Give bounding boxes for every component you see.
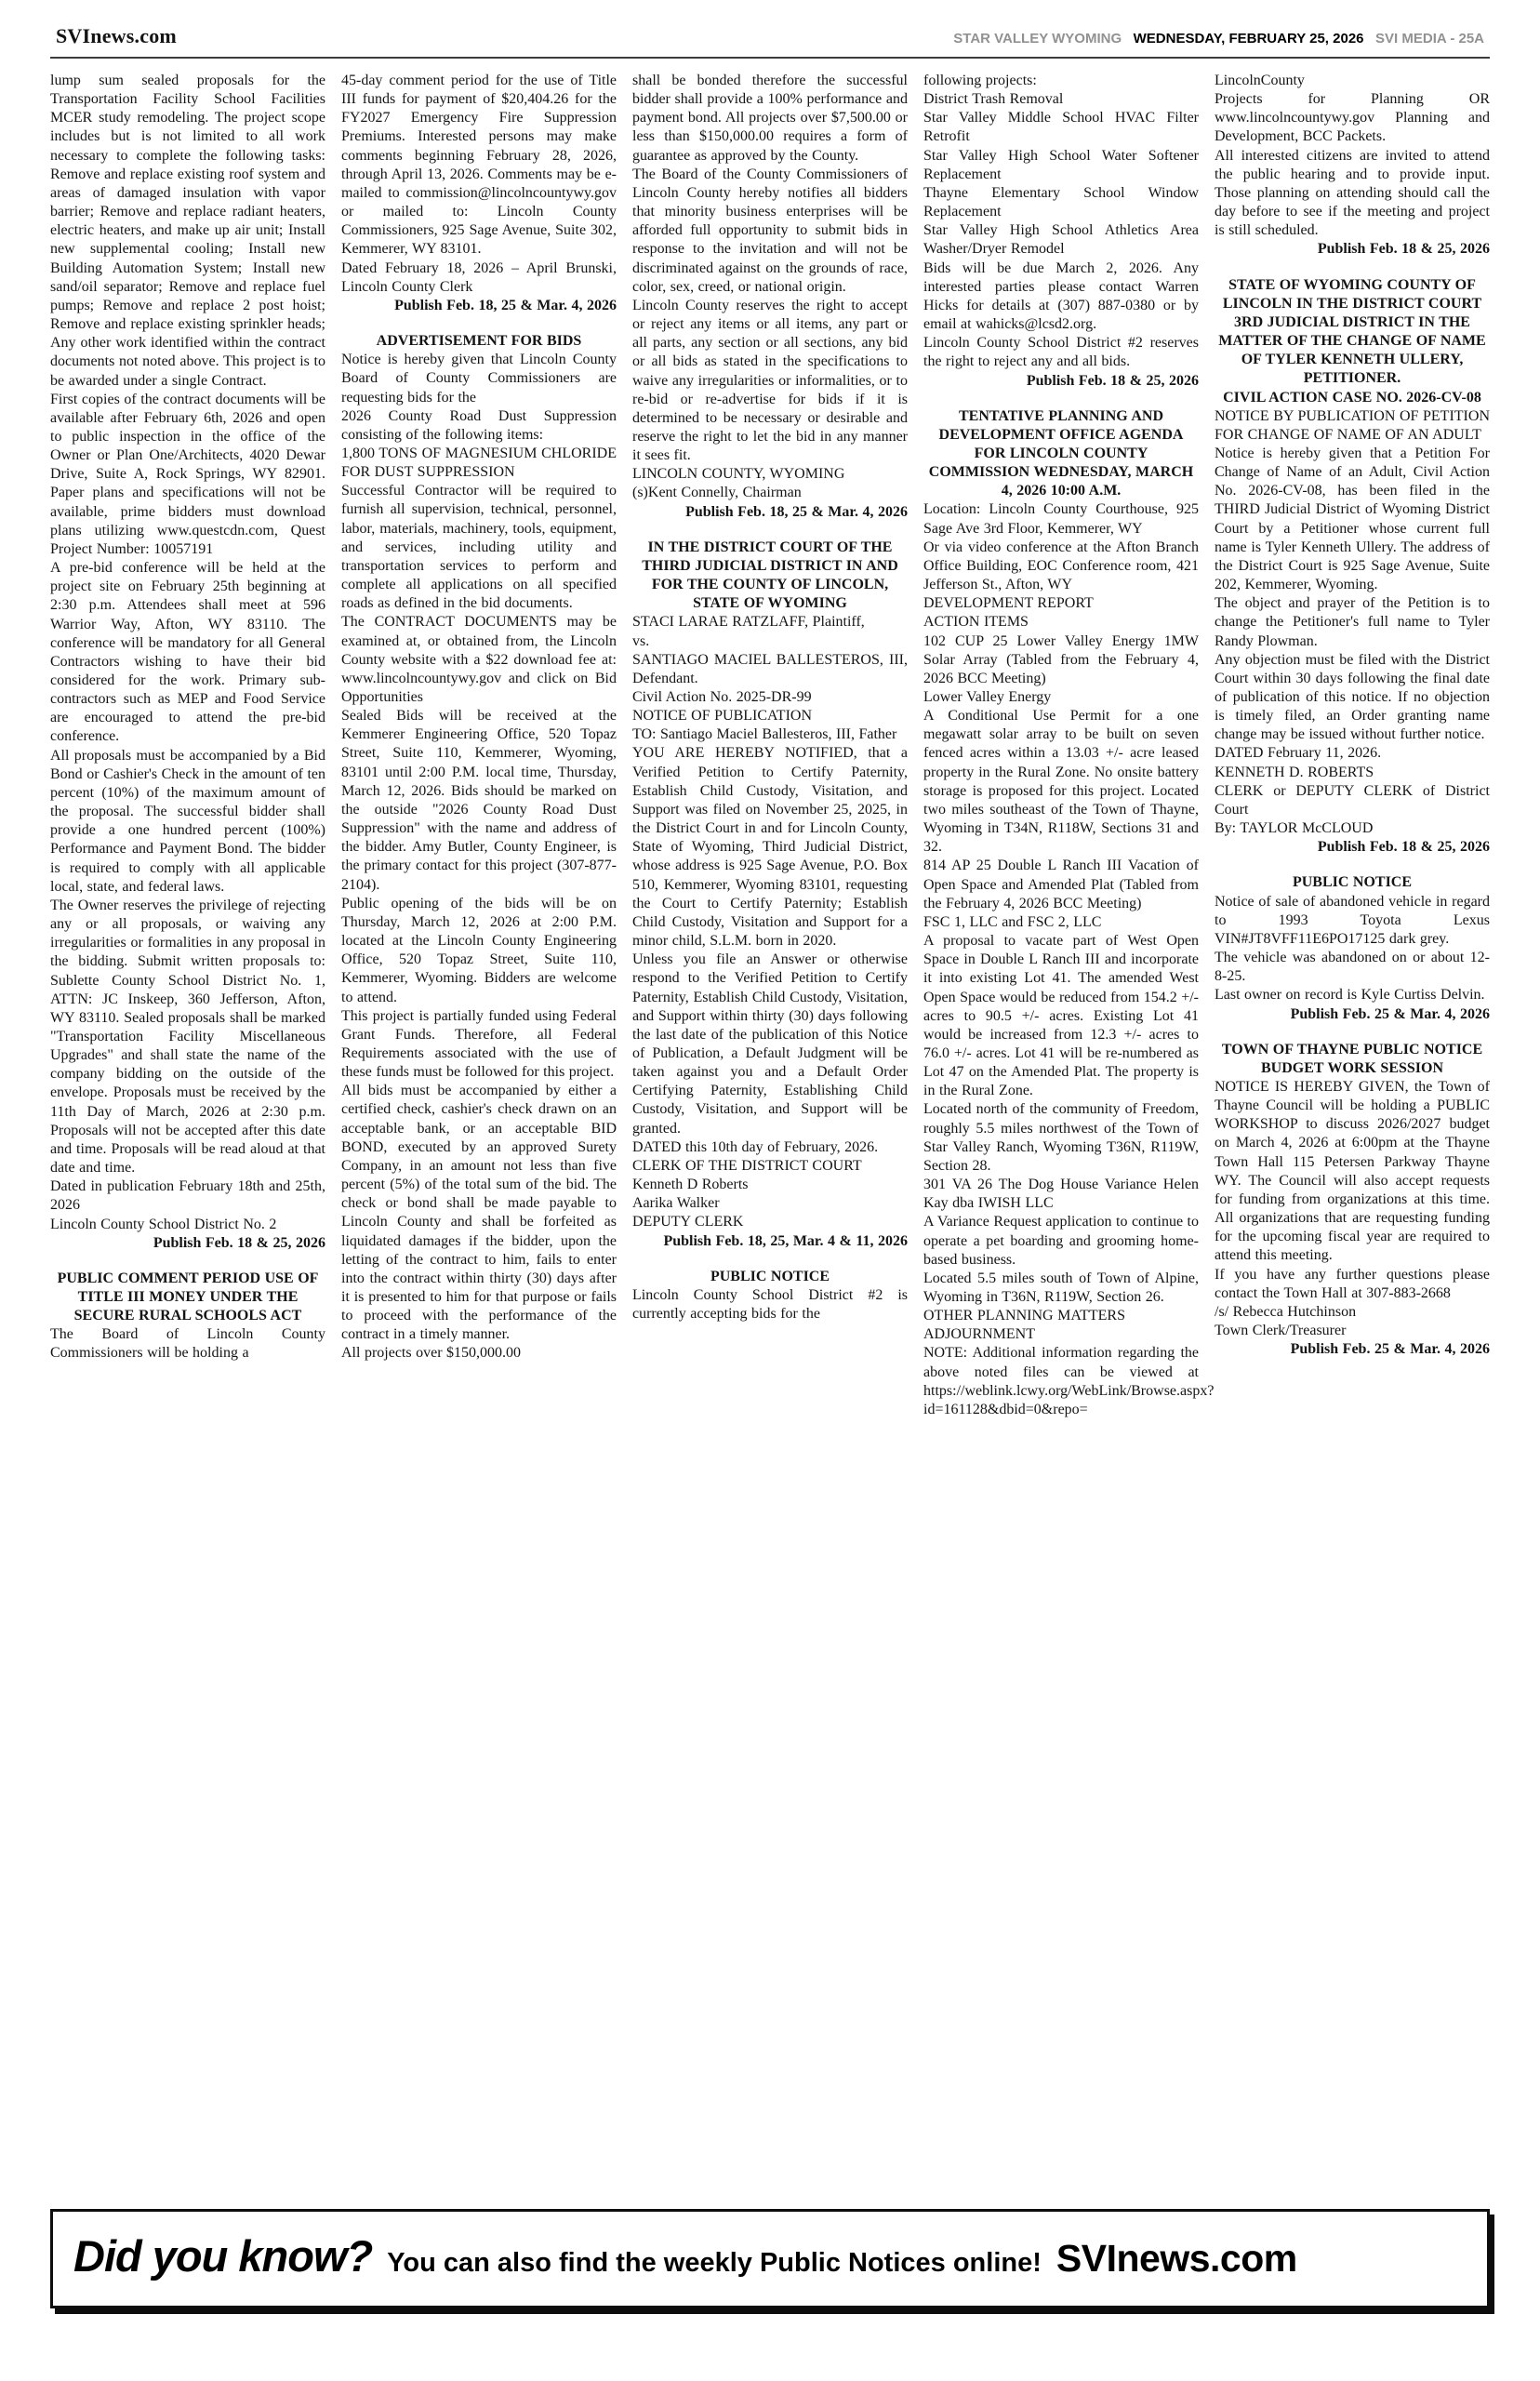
notice-paragraph: DATED this 10th day of February, 2026.	[632, 1138, 879, 1155]
publish-line: Publish Feb. 18 & 25, 2026	[1026, 372, 1199, 389]
notice-heading: TOWN OF THAYNE PUBLIC NOTICE BUDGET WORK SESSION	[1221, 1041, 1483, 1076]
notice-paragraph: First copies of the contract documents will be available after February 6th, 2026 and open to public inspection in the office of the Owner or Plan One/Architects, 4020 Dewar Drive, Suite A, Rock Springs, WY 82901. Paper plans and specifications will not be available, prime bidders must download plans utilizing www.questcdn.com, Quest Project Number: 10057191	[50, 391, 325, 557]
notice-paragraph: following projects:	[923, 73, 1037, 88]
publish-line: Publish Feb. 18, 25 & Mar. 4, 2026	[394, 297, 617, 313]
notice-paragraph: ADJOURNMENT	[923, 1326, 1035, 1343]
banner-lead-text: Did you know?	[73, 2231, 373, 2281]
masthead-dateline	[953, 31, 1484, 47]
notice-paragraph: Public opening of the bids will be on Thursday, March 12, 2026 at 2:00 P.M. located at the Lincoln County Engineering Office, 520 Topaz Street, Suite 110, Kemmerer, Wyoming. Bidders are welcome to attend.	[341, 895, 617, 1005]
notice-paragraph: 102 CUP 25 Lower Valley Energy 1MW Solar Array (Tabled from the February 4, 2026 BCC Meeting)	[923, 632, 1199, 686]
notice-paragraph: All projects over $150,000.00	[341, 1345, 522, 1362]
notice-paragraph: DEPUTY CLERK	[632, 1214, 744, 1230]
notice-paragraph: The Board of the County Commissioners of Lincoln County hereby notifies all bidders that minority business enterprises will be afforded full opportunity to submit bids in response to the invitation and will not be discriminated against on the grounds of race, color, sex, creed, or national origin.	[632, 166, 908, 295]
notice-paragraph: Lower Valley Energy	[923, 689, 1052, 705]
publish-line: Publish Feb. 18, 25, Mar. 4 & 11, 2026	[663, 1232, 908, 1249]
notice-paragraph: Successful Contractor will be required to furnish all supervision, technical, personnel, labor, materials, machinery, tools, equipment, and services, including utility and transportation services to perform and complete all applications on all specified roads as defined in the bid documents.	[341, 483, 617, 612]
notice-paragraph: If you have any further questions please contact the Town Hall at 307-883-2668	[1215, 1266, 1490, 1301]
notice-heading: STATE OF WYOMING COUNTY OF LINCOLN IN THE DISTRICT COURT 3RD JUDICIAL DISTRICT IN THE MATTER OF THE CHANGE OF NAME OF TYLER KENNETH ULLERY, PETITIONER.	[1218, 276, 1486, 387]
notice-paragraph: STACI LARAE RATZLAFF, Plaintiff,	[632, 614, 865, 631]
notice-heading: TENTATIVE PLANNING AND DEVELOPMENT OFFICE AGENDA FOR LINCOLN COUNTY COMMISSION WEDNESDAY, MARCH 4, 2026 10:00 A.M.	[928, 407, 1194, 499]
notice-column-1	[50, 72, 325, 2159]
notice-paragraph: All interested citizens are invited to attend the public hearing and to provide input. Those planning on attending should call the day before to see if the meeting and project is still scheduled.	[1215, 147, 1490, 239]
notice-paragraph: Sealed Bids will be received at the Kemmerer Engineering Office, 520 Topaz Street, Suite 110, Kemmerer, Wyoming, 83101 until 2:00 P.M. local time, Thursday, March 12, 2026. Bids should be marked on the outside "2026 County Road Dust Suppression" with the name and address of the bidder. Amy Butler, County Engineer, is the primary contact for this project (307-877-2104).	[341, 708, 617, 893]
publish-line: Publish Feb. 25 & Mar. 4, 2026	[1290, 1005, 1490, 1022]
notice-paragraph: All bids must be accompanied by either a certified check, cashier's check drawn on an acceptable bank, or an acceptable BID BOND, executed by an approved Surety Company, in an amount not less than five percent (5%) of the total sum of the bid. The check or bond shall be made payable to Lincoln County and shall be forfeited as liquidated damages if the bidder, upon the letting of the contract to him, fails to enter into the contract within thirty (30) days after it is presented to him for that purpose or fails to proceed with the performance of the contract in a timely manner.	[341, 1083, 617, 1343]
notice-paragraph: NOTICE OF PUBLICATION	[632, 708, 812, 725]
notice-paragraph: Lincoln County School District #2 is currently accepting bids for the	[632, 1286, 908, 1322]
masthead-location: STAR VALLEY WYOMING	[953, 31, 1122, 47]
notice-paragraph: Star Valley High School Water Softener Replacement	[923, 147, 1199, 182]
notice-paragraph: SANTIAGO MACIEL BALLESTEROS, III, Defendant.	[632, 651, 908, 686]
notice-paragraph: A Variance Request application to continue to operate a pet boarding and grooming home-based business.	[923, 1214, 1199, 1268]
notice-paragraph: Located north of the community of Freedom, roughly 5.5 miles northwest of the Town of Star Valley Ranch, Wyoming T36N, R119W, Section 28.	[923, 1101, 1199, 1174]
notice-paragraph: All proposals must be accompanied by a Bid Bond or Cashier's Check in the amount of ten percent (10%) of the maximum amount of the proposal. The successful bidder shall provide a one hundred percent (100%) Performance and Payment Bond. The bidder is required to comply with all applicable local, state, and federal laws.	[50, 747, 325, 895]
notice-paragraph: 301 VA 26 The Dog House Variance Helen Kay dba IWISH LLC	[923, 1177, 1199, 1212]
notice-paragraph: NOTICE BY PUBLICATION OF PETITION FOR CHANGE OF NAME OF AN ADULT	[1215, 407, 1490, 443]
notice-paragraph: ACTION ITEMS	[923, 614, 1029, 631]
notice-paragraph: Location: Lincoln County Courthouse, 925 Sage Ave 3rd Floor, Kemmerer, WY	[923, 501, 1199, 537]
notice-paragraph: The CONTRACT DOCUMENTS may be examined at, or obtained from, the Lincoln County website with a $22 download fee at: www.lincolncountywy.gov and click on Bid Opportunities	[341, 614, 617, 705]
notice-heading: CIVIL ACTION CASE NO. 2026-CV-08	[1223, 389, 1481, 406]
notice-paragraph: The object and prayer of the Petition is to change the Petitioner's full name to Tyler Randy Plowman.	[1215, 595, 1490, 649]
notice-paragraph: Notice of sale of abandoned vehicle in regard to 1993 Toyota Lexus VIN#JT8VFF11E6PO17125 dark grey.	[1215, 893, 1490, 947]
notice-columns	[50, 72, 1490, 2159]
notice-paragraph: The Board of Lincoln County Commissioners will be holding a	[50, 1326, 325, 1362]
notice-paragraph: Star Valley High School Athletics Area Washer/Dryer Remodel	[923, 222, 1199, 258]
notice-paragraph: 2026 County Road Dust Suppression consisting of the following items:	[341, 407, 617, 443]
notice-paragraph: Any objection must be filed with the District Court within 30 days following the final date of publication of this notice. If no objection is timely filed, an Order granting name change may be issued without further notice.	[1215, 651, 1490, 743]
masthead-date: WEDNESDAY, FEBRUARY 25, 2026	[1133, 31, 1364, 47]
masthead-rule	[50, 57, 1490, 59]
notice-paragraph: OTHER PLANNING MATTERS	[923, 1308, 1125, 1324]
notice-paragraph: Dated February 18, 2026 – April Brunski, Lincoln County Clerk	[341, 259, 617, 295]
notice-paragraph: Kenneth D Roberts	[632, 1177, 749, 1193]
notice-paragraph: TO: Santiago Maciel Ballesteros, III, Father	[632, 726, 897, 743]
masthead-site-name: SVInews.com	[56, 24, 177, 47]
notice-paragraph: Bids will be due March 2, 2026. Any interested parties please contact Warren Hicks for details at (307) 887-0380 or by email at wahicks@lcsd2.org.	[923, 259, 1199, 333]
notice-paragraph: Aarika Walker	[632, 1195, 720, 1212]
notice-paragraph: 1,800 TONS OF MAGNESIUM CHLORIDE FOR DUST SUPPRESSION	[341, 445, 617, 481]
notice-paragraph: 45-day comment period for the use of Title III funds for payment of $20,404.26 for the FY2027 Emergency Fire Suppression Premiums. Interested persons may make comments beginning February 28, 2026, through April 13, 2026. Comments may be e-mailed to commission@lincolncountywy.gov or mailed to: Lincoln County Commissioners, 925 Sage Avenue, Suite 302, Kemmerer, WY 83101.	[341, 73, 617, 258]
notice-paragraph: CLERK OF THE DISTRICT COURT	[632, 1157, 862, 1174]
publish-line: Publish Feb. 18, 25 & Mar. 4, 2026	[685, 503, 908, 520]
notice-paragraph: Lincoln County reserves the right to accept or reject any items or all items, any part or all parts, any section or all sections, any bid or all bids as stated in the specifications to waive any irregularities or informalities, or to re-bid or re-advertise for bids if it is determined to be necessary or desirable and reserve the right to let the bid in any manner it sees fit.	[632, 297, 908, 464]
masthead	[50, 24, 1490, 57]
banner-message-text: You can also find the weekly Public Notices online!	[387, 2248, 1042, 2278]
notice-paragraph: A proposal to vacate part of West Open Space in Double L Ranch III and incorporate it into existing Lot 41. The amended West Open Space would be reduced from 154.2 +/- acres to 90.5 +/- acres. Existing Lot 41 would be increased from 12.3 +/- acres to 76.0 +/- acres. Lot 41 will be re-numbered as Lot 47 on the Amended Plat. The property is in the Rural Zone.	[923, 933, 1199, 1099]
masthead-edition: SVI MEDIA - 25A	[1375, 31, 1484, 47]
notice-paragraph: vs.	[632, 632, 650, 649]
notice-paragraph: LincolnCounty	[1215, 73, 1305, 88]
notice-paragraph: NOTE: Additional information regarding the above noted files can be viewed at https://weblink.lcwy.org/WebLink/Browse.aspx?id=161128&dbid=0&repo=	[923, 1345, 1215, 1417]
notice-paragraph: By: TAYLOR McCLOUD	[1215, 820, 1374, 837]
notice-column-5	[1215, 72, 1490, 2159]
notice-paragraph: Star Valley Middle School HVAC Filter Retrofit	[923, 110, 1199, 145]
publish-line: Publish Feb. 18 & 25, 2026	[1317, 241, 1490, 258]
notice-paragraph: 814 AP 25 Double L Ranch III Vacation of Open Space and Amended Plat (Tabled from the February 4, 2026 BCC Meeting)	[923, 858, 1199, 911]
publish-line: Publish Feb. 18 & 25, 2026	[1317, 839, 1490, 856]
notice-paragraph: Notice is hereby given that Lincoln County Board of County Commissioners are requesting bids for the	[341, 352, 617, 406]
notice-paragraph: Last owner on record is Kyle Curtiss Delvin.	[1215, 987, 1485, 1004]
notice-paragraph: DEVELOPMENT REPORT	[923, 595, 1094, 612]
notice-paragraph: DATED February 11, 2026.	[1215, 745, 1382, 762]
notice-heading: PUBLIC NOTICE	[1292, 874, 1413, 891]
notice-heading: PUBLIC COMMENT PERIOD USE OF TITLE III MONEY UNDER THE SECURE RURAL SCHOOLS ACT	[57, 1270, 319, 1324]
notice-column-3	[632, 72, 908, 2159]
notice-column-4	[923, 72, 1215, 2159]
publish-line: Publish Feb. 25 & Mar. 4, 2026	[1290, 1341, 1490, 1358]
notice-paragraph: This project is partially funded using Federal Grant Funds. Therefore, all Federal Requirements associated with the use of these funds must be followed for this project.	[341, 1007, 617, 1081]
notice-column-2	[341, 72, 617, 2159]
notice-heading: IN THE DISTRICT COURT OF THE THIRD JUDICIAL DISTRICT IN AND FOR THE COUNTY OF LINCOLN, STATE OF WYOMING	[642, 539, 898, 612]
publish-line: Publish Feb. 18 & 25, 2026	[153, 1234, 325, 1251]
notice-paragraph: Civil Action No. 2025-DR-99	[632, 689, 812, 705]
notice-paragraph: A Conditional Use Permit for a one megawatt solar array to be built on seven fenced acres within a 13.03 +/- acre leased property in the Rural Zone. No onsite battery storage is proposed for this project. Located two miles southeast of the Town of Thayne, Wyoming in T34N, R118W, Sections 31 and 32.	[923, 708, 1199, 856]
notice-paragraph: (s)Kent Connelly, Chairman	[632, 485, 802, 501]
notice-paragraph: Town Clerk/Treasurer	[1215, 1323, 1347, 1338]
masthead-spacer	[1368, 31, 1372, 47]
notice-heading: PUBLIC NOTICE	[710, 1268, 830, 1284]
notice-paragraph: NOTICE IS HEREBY GIVEN, the Town of Thayne Council will be holding a PUBLIC WORKSHOP to discuss 2026/2027 budget on March 4, 2026 at 6:00pm at the Thayne Town Hall 115 Petersen Parkway Thayne WY. The Council will also accept requests for funding from organizations at this time. All organizations that are requesting funding for the upcoming fiscal year are required to attend this meeting.	[1215, 1078, 1490, 1264]
notice-paragraph: KENNETH D. ROBERTS	[1215, 764, 1374, 780]
notice-paragraph: shall be bonded therefore the successful bidder shall provide a 100% performance and payment bond. All projects over $7,500.00 or less than $150,000.00 requires a form of guarantee as approved by the County.	[632, 73, 908, 164]
did-you-know-banner	[50, 2209, 1490, 2308]
notice-paragraph: Thayne Elementary School Window Replacement	[923, 184, 1199, 220]
notice-paragraph: Unless you file an Answer or otherwise respond to the Verified Petition to Certify Paternity, Establish Child Custody, Visitation, and Support within thirty (30) days following the last date of the publication of this Notice of Publication, a Default Judgment will be taken against you and a Default Order Certifying Paternity, Establishing Child Custody, Visitation, and Support will be granted.	[632, 951, 908, 1137]
notice-paragraph: Notice is hereby given that a Petition For Change of Name of an Adult, Civil Action No. 2026-CV-08, has been filed in the THIRD Judicial District of Wyoming District Court by a Petitioner whose current full name is Tyler Kenneth Ullery. The address of the District Court is 925 Sage Avenue, Suite 202, Kemmerer, Wyoming.	[1215, 445, 1490, 593]
notice-paragraph: Dated in publication February 18th and 25th, 2026	[50, 1178, 325, 1214]
notice-paragraph: The Owner reserves the privilege of rejecting any or all proposals, or waiving any irregularities or formalities in any proposal in the bidding. Submit written proposals to: Sublette County School District No. 1, ATTN: JC Inskeep, 360 Jefferson, Afton, WY 83110. Sealed proposals shall be marked "Transportation Facility Miscellaneous Upgrades" and shall state the name of the company bidding on the outside of the envelope. Proposals must be received by the 11th Day of March, 2026 at 2:30 p.m. Proposals will not be accepted after this date and time. Proposals will be read aloud at that date and time.	[50, 897, 325, 1177]
notice-heading: ADVERTISEMENT FOR BIDS	[376, 333, 582, 350]
notice-paragraph: lump sum sealed proposals for the Transportation Facility School Facilities MCER study remodeling. The project scope includes but is not limited to all work necessary to complete the following tasks: Remove and replace existing roof system and areas of damaged insulation with vapor barrier; Remove and replace radiant heaters, electric heaters, and make up air unit; Install new supplemental cooling; Install new Building Automation System; Install new sand/oil separator; Remove and replace fuel pumps; Remove and replace 2 post hoist; Remove and replace existing sprinkler heads; Any other work identified within the contract documents not noted above. This project is to be awarded under a single Contract.	[50, 73, 325, 389]
notice-paragraph: FSC 1, LLC and FSC 2, LLC	[923, 913, 1102, 930]
notice-paragraph: A pre-bid conference will be held at the project site on February 25th beginning at 2:30 p.m. Attendees shall meet at 596 Warrior Way, Afton, WY 83110. The conference will be mandatory for all General Contractors wishing to have their bid considered for the work. Primary sub-contractors such as MEP and Food Service are encouraged to attend the pre-bid conference.	[50, 560, 325, 745]
masthead-spacer	[1125, 31, 1129, 47]
notice-paragraph: /s/ Rebecca Hutchinson	[1215, 1303, 1357, 1320]
notice-paragraph: LINCOLN COUNTY, WYOMING	[632, 466, 845, 483]
notice-paragraph: CLERK or DEPUTY CLERK of District Court	[1215, 782, 1490, 818]
notice-paragraph: The vehicle was abandoned on or about 12-8-25.	[1215, 950, 1490, 985]
notice-paragraph: YOU ARE HEREBY NOTIFIED, that a Verified Petition to Certify Paternity, Establish Child Custody, Visitation, and Support was filed on November 25, 2025, in the District Court in and for Lincoln County, State of Wyoming, Third Judicial District, whose address is 925 Sage Avenue, P.O. Box 510, Kemmerer, Wyoming 83101, requesting the Court to Certify Paternity; Establish Child Custody, Visitation and Support for a minor child, S.L.M. born in 2020.	[632, 745, 908, 950]
notice-paragraph: Lincoln County School District #2 reserves the right to reject any and all bids.	[923, 335, 1199, 370]
notice-paragraph: Projects for Planning OR www.lincolncountywy.gov Planning and Development, BCC Packets.	[1215, 91, 1490, 145]
notice-paragraph: Lincoln County School District No. 2	[50, 1216, 277, 1232]
notice-paragraph: Or via video conference at the Afton Branch Office Building, EOC Conference room, 421 Jefferson St., Afton, WY	[923, 539, 1199, 593]
banner-site-name: SVInews.com	[1055, 2237, 1297, 2280]
notice-paragraph: District Trash Removal	[923, 91, 1064, 108]
notice-paragraph: Located 5.5 miles south of Town of Alpine, Wyoming in T36N, R119W, Section 26.	[923, 1270, 1199, 1305]
